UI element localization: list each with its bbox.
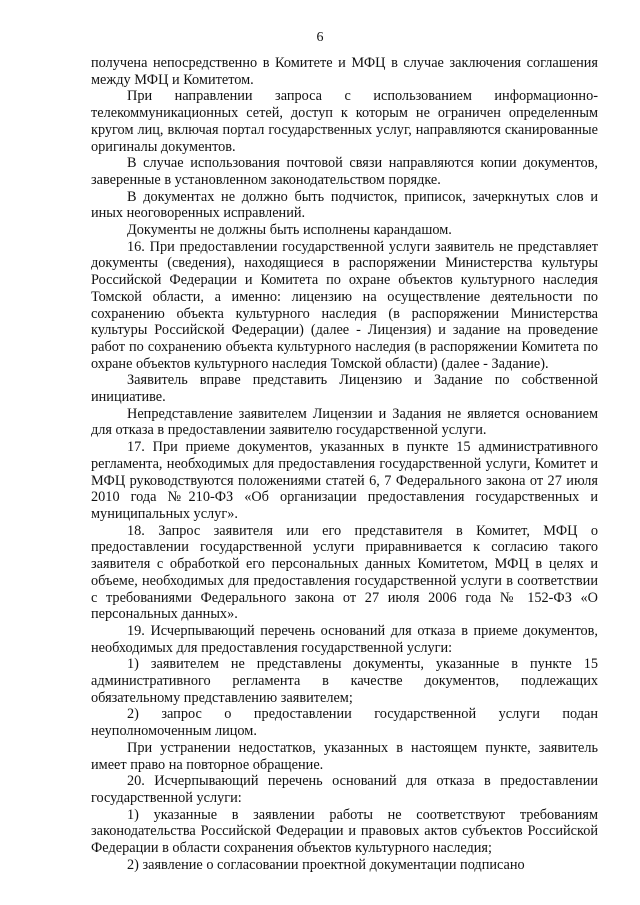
paragraph-20-item-2: 2) заявление о согласовании проектной документации подписано [127,856,525,873]
paragraph-17: 17. При приеме документов, указанных в пункте 15 административного регламента, необходимых для предоставления государственной услуги, Комитет и МФЦ руководствуются положениями статей 6, 7 Федерального закона от 27 июля 2010 года №210-ФЗ «Об организации предоставления государственных и муниципальных услуг». [91,439,598,522]
paragraph-20: 20. Исчерпывающий перечень оснований для отказа в предоставлении государственной услуги: [91,773,598,806]
paragraph-electronic-request: При направлении запроса с использованием информационно-телекоммуникационных сетей, доступ к которым не ограничен определенным кругом лиц, включая портал государственных услуг, направляются сканированные оригиналы документов. [91,88,598,155]
paragraph-resubmission: При устранении недостатков, указанных в настоящем пункте, заявитель имеет право на повторное обращение. [91,739,598,773]
paragraph-own-initiative: Заявитель вправе представить Лицензию и Задание по собственной инициативе. [91,372,598,406]
paragraph-16: 16. При предоставлении государственной услуги заявитель не представляет документы (сведения), находящиеся в распоряжении Министерства культуры Российской Федерации и Комитета по охране объектов культурного наследия Томской области, а именно: лицензию на осуществление деятельности по сохранению объекта культурного наследия (в распоряжении Министерства культуры Российской Федерации) (далее - Лицензия) и задание на проведение работ по сохранению объекта культурного наследия (в распоряжении Комитета по охране объектов культурного наследия Томской области) (далее - Задание). [91,238,598,372]
paragraph-19-item-1: 1) заявителем не представлены документы, указанные в пункте 15 административного регламента в качестве документов, подлежащих обязательному представлению заявителем; [91,656,598,706]
paragraph-19-item-2: 2) запрос о предоставлении государственной услуги подан неуполномоченным лицом. [91,706,598,740]
document-body [91,55,598,873]
paragraph-no-corrections: В документах не должно быть подчисток, приписок, зачеркнутых слов и иных неоговоренных исправлений. [91,188,598,222]
paragraph-18: 18. Запрос заявителя или его представителя в Комитет, МФЦ о предоставлении государственной услуги приравнивается к согласию такого заявителя с обработкой его персональных данных Комитетом, МФЦ в целях и объеме, необходимых для предоставления государственной услуги в соответствии с требованиями Федерального закона от 27 июля 2006 года № 152-ФЗ «О персональных данных». [91,522,598,623]
paragraph-no-pencil: Документы не должны быть исполнены карандашом. [127,222,452,239]
paragraph-20-item-1: 1) указанные в заявлении работы не соответствуют требованиям законодательства Российской Федерации и правовых актов субъектов Российской Федерации в области сохранения объектов культурного наследия; [91,806,598,857]
paragraph-continuation: получена непосредственно в Комитете и МФЦ в случае заключения соглашения между МФЦ и Комитетом. [91,55,598,88]
paragraph-19: 19. Исчерпывающий перечень оснований для отказа в приеме документов, необходимых для предоставления государственной услуги: [91,622,598,656]
paragraph-non-submission: Непредставление заявителем Лицензии и Задания не является основанием для отказа в предоставлении заявителю государственной услуги. [91,405,598,439]
page-number: 6 [316,30,324,45]
paragraph-postal: В случае использования почтовой связи направляются копии документов, заверенные в установленном законодательством порядке. [91,155,598,188]
